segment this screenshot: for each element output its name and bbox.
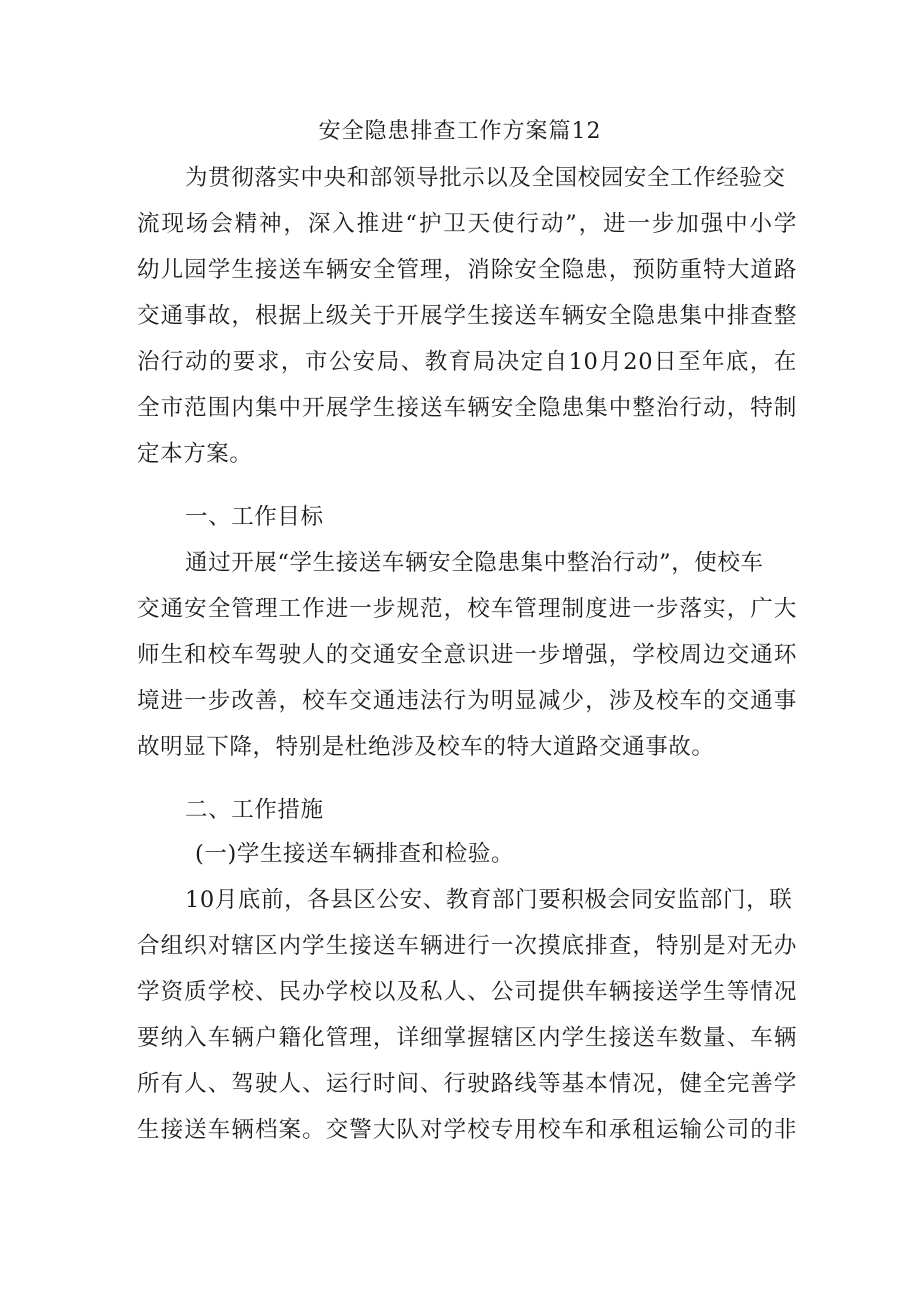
paragraph-line: 全市范围内集中开展学生接送车辆安全隐患集中整治行动，特制 [137,395,797,421]
paragraph-line: 流现场会精神，深入推进“护卫天使行动”，进一步加强中小学 [137,211,797,237]
paragraph-line: 交通事故，根据上级关于开展学生接送车辆安全隐患集中排查整 [137,303,797,329]
paragraph-line: 通过开展“学生接送车辆安全隐患集中整治行动”，使校车 [185,550,764,576]
subsection-heading: (一)学生接送车辆排查和检验。 [195,841,515,867]
paragraph-line: 师生和校车驾驶人的交通安全意识进一步增强，学校周边交通环 [137,642,797,668]
paragraph-line: 定本方案。 [137,441,253,467]
paragraph-line: 合组织对辖区内学生接送车辆进行一次摸底排查，特别是对无办 [137,933,797,959]
paragraph-line: 治行动的要求，市公安局、教育局决定自10月20日至年底，在 [137,349,797,375]
paragraph-line: 为贯彻落实中央和部领导批示以及全国校园安全工作经验交 [185,165,786,191]
paragraph-line: 10月底前，各县区公安、教育部门要积极会同安监部门，联 [185,887,793,913]
paragraph-line: 生接送车辆档案。交警大队对学校专用校车和承租运输公司的非 [137,1117,797,1143]
paragraph-line: 学资质学校、民办学校以及私人、公司提供车辆接送学生等情况 [137,979,797,1005]
paragraph-line: 故明显下降，特别是杜绝涉及校车的特大道路交通事故。 [137,734,715,760]
section-heading: 一、工作目标 [185,504,324,530]
paragraph-line: 境进一步改善，校车交通违法行为明显减少，涉及校车的交通事 [137,688,797,714]
paragraph-line: 所有人、驾驶人、运行时间、行驶路线等基本情况，健全完善学 [137,1071,797,1097]
document-title: 安全隐患排查工作方案篇12 [318,119,602,144]
section-heading: 二、工作措施 [185,797,324,823]
paragraph-line: 要纳入车辆户籍化管理，详细掌握辖区内学生接送车数量、车辆 [137,1025,797,1051]
paragraph-line: 幼儿园学生接送车辆安全管理，消除安全隐患，预防重特大道路 [137,257,797,283]
paragraph-line: 交通安全管理工作进一步规范，校车管理制度进一步落实，广大 [137,596,797,622]
